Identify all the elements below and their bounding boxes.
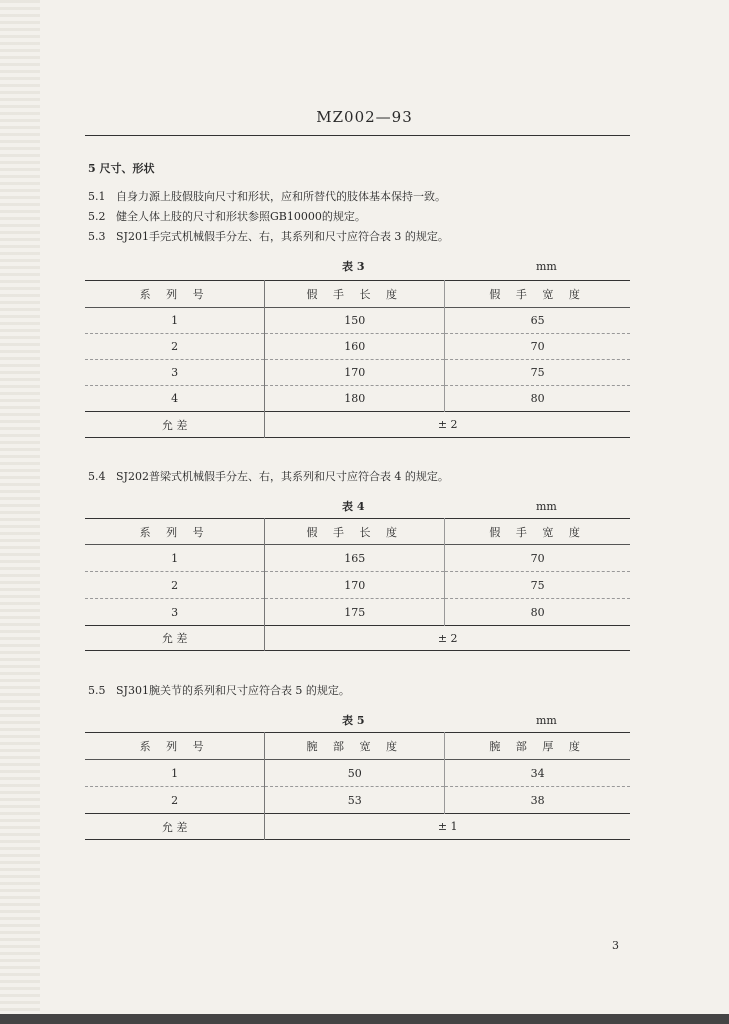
- table-row: [85, 360, 630, 386]
- section-title: 5 尺寸、形状: [88, 162, 155, 175]
- table-cell: 170: [265, 572, 445, 599]
- table-3: [85, 280, 630, 438]
- table-header: 系 列 号: [85, 733, 265, 760]
- table-cell: 75: [530, 366, 545, 379]
- tolerance-row: [85, 814, 630, 840]
- table-row: [85, 386, 630, 412]
- table-5: [85, 732, 630, 840]
- table-row: [85, 545, 630, 572]
- table-4: [85, 518, 630, 651]
- table-row: [85, 334, 630, 360]
- table-cell: 70: [530, 340, 545, 353]
- clause-number: 5.3: [88, 230, 106, 243]
- clause-number: 5.1: [88, 190, 106, 203]
- clause-number: 5.4: [88, 470, 106, 483]
- clause-5-2: [88, 208, 366, 224]
- table-cell: 4: [85, 386, 265, 412]
- clause-number: 5.2: [88, 210, 106, 223]
- clause-text: SJ301腕关节的系列和尺寸应符合表 5 的规定。: [116, 684, 350, 697]
- page-number: 3: [612, 939, 619, 952]
- table-row: [85, 572, 630, 599]
- table-cell: 70: [530, 551, 545, 565]
- table-3-caption: 表 3: [342, 260, 365, 273]
- table-cell: 175: [265, 599, 445, 626]
- table-cell: 1: [85, 308, 265, 334]
- table-cell: 2: [85, 787, 265, 814]
- tolerance-row: [85, 626, 630, 651]
- table-cell: 165: [265, 545, 445, 572]
- table-3-unit: mm: [536, 260, 557, 273]
- table-4-unit: mm: [536, 500, 557, 513]
- tolerance-value: ± 1: [437, 820, 458, 833]
- table-header: 系 列 号: [85, 519, 265, 545]
- table-5-unit: mm: [536, 714, 557, 727]
- table-header: 假 手 宽 度: [489, 288, 586, 301]
- table-header: 假 手 长 度: [265, 519, 445, 545]
- table-cell: 3: [85, 360, 265, 386]
- table-cell: 150: [265, 308, 445, 334]
- table-cell: 160: [265, 334, 445, 360]
- table-row: [85, 787, 630, 814]
- clause-text: SJ201手完式机械假手分左、右，其系列和尺寸应符合表 3 的规定。: [116, 230, 449, 243]
- table-header: 假 手 宽 度: [489, 525, 586, 539]
- tolerance-row: [85, 412, 630, 438]
- clause-text: 自身力源上肢假肢向尺寸和形状，应和所替代的肢体基本保持一致。: [116, 190, 446, 203]
- table-cell: 3: [85, 599, 265, 626]
- tolerance-value: ± 2: [437, 631, 458, 645]
- table-cell: 2: [85, 572, 265, 599]
- table-row: [85, 308, 630, 334]
- table-cell: 38: [530, 793, 545, 807]
- table-4-caption: 表 4: [342, 500, 365, 513]
- tolerance-label: 允 差: [85, 814, 265, 840]
- table-cell: 1: [85, 760, 265, 787]
- clause-text: 健全人体上肢的尺寸和形状参照GB10000的规定。: [116, 210, 366, 223]
- table-cell: 65: [530, 314, 545, 327]
- clause-5-5: [88, 682, 350, 698]
- table-header: 假 手 长 度: [265, 281, 445, 308]
- table-5-caption: 表 5: [342, 714, 365, 727]
- table-cell: 75: [530, 578, 545, 592]
- tolerance-value: ± 2: [437, 418, 458, 431]
- table-cell: 180: [265, 386, 445, 412]
- scan-edge-left: [0, 0, 40, 1024]
- table-row: [85, 599, 630, 626]
- table-header: 腕 部 厚 度: [489, 740, 586, 753]
- clause-number: 5.5: [88, 684, 106, 697]
- table-cell: 1: [85, 545, 265, 572]
- table-cell: 2: [85, 334, 265, 360]
- table-header: 腕 部 宽 度: [265, 733, 445, 760]
- table-cell: 34: [530, 766, 545, 780]
- tolerance-label: 允 差: [85, 626, 265, 651]
- tolerance-label: 允 差: [85, 412, 265, 438]
- table-cell: 53: [265, 787, 445, 814]
- clause-5-1: [88, 188, 446, 204]
- table-row: [85, 760, 630, 787]
- document-code: MZ002—93: [316, 108, 413, 126]
- clause-text: SJ202普梁式机械假手分左、右，其系列和尺寸应符合表 4 的规定。: [116, 470, 449, 483]
- table-cell: 80: [530, 392, 545, 405]
- clause-5-4: [88, 468, 449, 484]
- header-rule: [85, 135, 630, 136]
- table-cell: 80: [530, 605, 545, 619]
- clause-5-3: [88, 228, 449, 244]
- table-header: 系 列 号: [85, 281, 265, 308]
- scan-edge-bottom: [0, 1014, 729, 1024]
- table-cell: 170: [265, 360, 445, 386]
- table-cell: 50: [265, 760, 445, 787]
